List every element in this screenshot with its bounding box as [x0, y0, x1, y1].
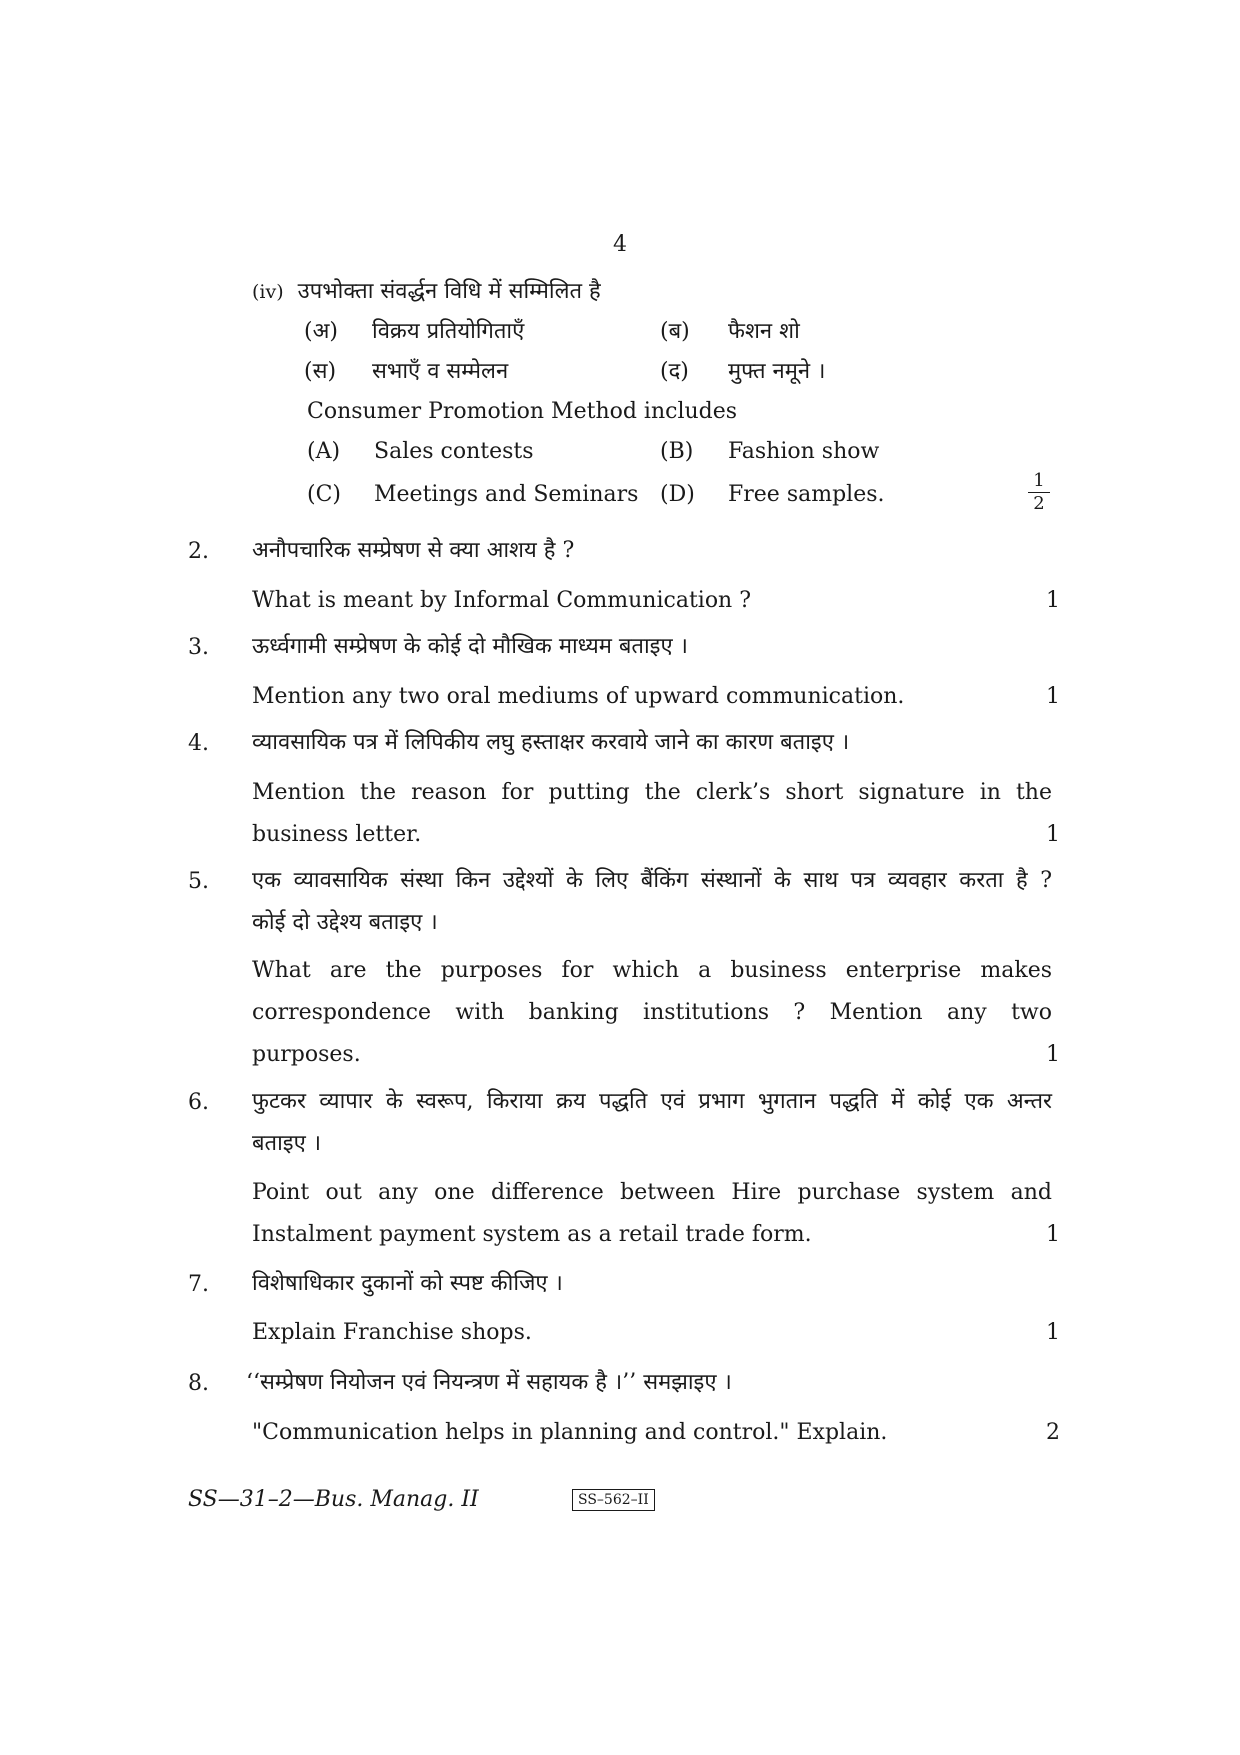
- question-english-line: business letter.: [252, 822, 422, 847]
- question-number: 6.: [188, 1090, 209, 1115]
- question-marks: 2: [1046, 1420, 1060, 1445]
- question-hindi: व्यावसायिक पत्र में लिपिकीय लघु हस्ताक्षर करवाये जाने का कारण बताइए ।: [252, 730, 850, 755]
- option-hi-b-text: फैशन शो: [728, 319, 800, 344]
- question-hindi: ‘‘सम्प्रेषण नियोजन एवं नियन्त्रण में सहायक है ।’’ समझाइए ।: [246, 1370, 732, 1395]
- question-marks: 1: [1046, 822, 1060, 847]
- option-en-a-key: (A): [307, 439, 341, 464]
- question-english-line: Point out any one difference between Hire purchase system and: [252, 1180, 1052, 1205]
- option-en-b-key: (B): [660, 439, 694, 464]
- question-english-line: Instalment payment system as a retail trade form.: [252, 1222, 812, 1247]
- question-number: 8.: [188, 1371, 209, 1396]
- question-english-line: Mention the reason for putting the clerk’s short signature in the: [252, 780, 1052, 805]
- marks-half-numerator: 1: [1033, 470, 1045, 491]
- q1-iv-label: (iv): [252, 281, 284, 303]
- question-marks: 1: [1046, 1222, 1060, 1247]
- question-english: Mention any two oral mediums of upward communication.: [252, 684, 905, 709]
- question-marks: 1: [1046, 1042, 1060, 1067]
- q1-iv-question-english: Consumer Promotion Method includes: [307, 399, 738, 424]
- question-english: What is meant by Informal Communication ?: [252, 588, 752, 613]
- question-number: 5.: [188, 869, 209, 894]
- question-number: 7.: [188, 1272, 209, 1297]
- question-hindi: ऊर्ध्वगामी सम्प्रेषण के कोई दो मौखिक माध्यम बताइए ।: [252, 634, 688, 659]
- footer-paper-code: SS—31–2—Bus. Manag. II: [188, 1487, 479, 1512]
- question-english-line: purposes.: [252, 1042, 361, 1067]
- footer-boxed-code: SS–562–II: [572, 1489, 655, 1511]
- option-hi-d-text: मुफ्त नमूने ।: [728, 359, 826, 384]
- question-marks: 1: [1046, 1320, 1060, 1345]
- question-hindi: अनौपचारिक सम्प्रेषण से क्या आशय है ?: [252, 538, 575, 563]
- question-english: "Communication helps in planning and control." Explain.: [252, 1420, 888, 1445]
- question-number: 3.: [188, 635, 209, 660]
- question-english: Explain Franchise shops.: [252, 1320, 532, 1345]
- question-hindi-line: एक व्यावसायिक संस्था किन उद्देश्यों के लिए बैंकिंग संस्थानों के साथ पत्र व्यवहार करता है ?: [252, 868, 1052, 893]
- option-en-d-key: (D): [660, 482, 695, 507]
- question-english-line: correspondence with banking institutions ? Mention any two: [252, 1000, 1052, 1025]
- marks-half-denominator: 2: [1033, 493, 1045, 514]
- question-english-line: What are the purposes for which a business enterprise makes: [252, 958, 1052, 983]
- option-hi-a-key: (अ): [304, 319, 338, 344]
- question-number: 2.: [188, 539, 209, 564]
- page-number: 4: [613, 232, 627, 257]
- question-number: 4.: [188, 731, 209, 756]
- option-en-c-key: (C): [307, 482, 341, 507]
- option-en-a-text: Sales contests: [374, 439, 534, 464]
- option-hi-a-text: विक्रय प्रतियोगिताएँ: [372, 319, 525, 344]
- option-en-b-text: Fashion show: [728, 439, 880, 464]
- question-marks: 1: [1046, 684, 1060, 709]
- marks-half: [1026, 472, 1052, 513]
- question-marks: 1: [1046, 588, 1060, 613]
- option-en-c-text: Meetings and Seminars: [374, 482, 639, 507]
- option-hi-c-key: (स): [304, 359, 337, 384]
- q1-iv-question-hindi: (iv) उपभोक्ता संवर्द्धन विधि में सम्मिलित है: [252, 279, 601, 304]
- option-en-d-text: Free samples.: [728, 482, 885, 507]
- question-hindi-line: कोई दो उद्देश्य बताइए ।: [252, 910, 438, 935]
- option-hi-b-key: (ब): [660, 319, 690, 344]
- question-hindi: विशेषाधिकार दुकानों को स्पष्ट कीजिए ।: [252, 1271, 563, 1296]
- option-hi-c-text: सभाएँ व सम्मेलन: [372, 359, 509, 384]
- question-hindi-line: बताइए ।: [252, 1131, 322, 1156]
- question-hindi-line: फुटकर व्यापार के स्वरूप, किराया क्रय पद्धति एवं प्रभाग भुगतान पद्धति में कोई एक अन्तर: [252, 1089, 1052, 1114]
- option-hi-d-key: (द): [660, 359, 689, 384]
